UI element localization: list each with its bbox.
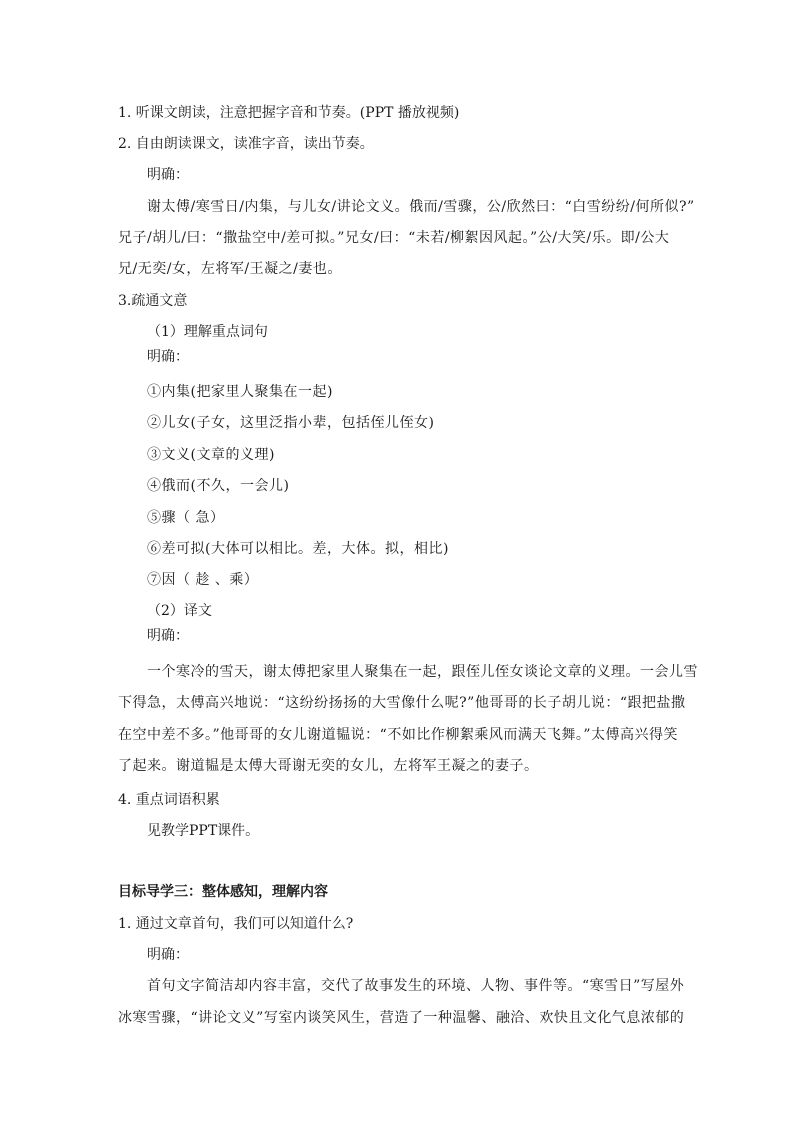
word-item: ③文义(文章的义理)	[147, 447, 275, 463]
mingque-label: 明确：	[147, 349, 189, 365]
translation-line: 一个寒冷的雪天，谢太傅把家里人聚集在一起，跟侄儿侄女谈论文章的义理。一会儿雪	[147, 664, 698, 680]
word-item: ⑤骤（ 急）	[147, 510, 225, 526]
subheading-key-words: （1）理解重点词句	[147, 324, 268, 340]
punctuated-text-line: 兄/无奕/女，左将军/王凝之/妻也。	[118, 261, 342, 277]
word-item: ①内集(把家里人聚集在一起)	[147, 384, 333, 400]
step-2: 2. 自由朗读课文，读准字音，读出节奏。	[118, 136, 374, 152]
step-4-text: 见教学PPT课件。	[147, 823, 260, 839]
punctuated-text-line: 兄子/胡儿/曰：“撒盐空中/差可拟。”兄女/曰：“未若/柳絮因风起。”公/大笑/乐。即/公大	[118, 230, 670, 246]
answer-line: 首句文字简洁却内容丰富，交代了故事发生的环境、人物、事件等。“寒雪日”写屋外	[147, 978, 685, 994]
word-item: ②儿女(子女，这里泛指小辈，包括侄儿侄女)	[147, 415, 435, 431]
step-1: 1. 听课文朗读，注意把握字音和节奏。(PPT 播放视频)	[118, 105, 460, 121]
question-1: 1. 通过文章首句，我们可以知道什么?	[118, 916, 354, 932]
answer-line: 冰寒雪骤，“讲论文义”写室内谈笑风生，营造了一种温馨、融洽、欢快且文化气息浓郁的	[118, 1010, 685, 1026]
mingque-label: 明确：	[147, 167, 189, 183]
translation-line: 下得急，太傅高兴地说：“这纷纷扬扬的大雪像什么呢?”他哥哥的长子胡儿说：“跟把盐撒	[118, 695, 686, 711]
step-4: 4. 重点词语积累	[118, 792, 220, 808]
translation-line: 在空中差不多。”他哥哥的女儿谢道韫说：“不如比作柳絮乘风而满天飞舞。”太傅高兴得笑	[118, 727, 678, 743]
punctuated-text-line: 谢太傅/寒雪日/内集，与儿女/讲论文义。俄而/雪骤，公/欣然曰：“白雪纷纷/何所似?”	[147, 199, 695, 215]
subheading-translation: （2）译文	[147, 603, 212, 619]
word-item: ⑥差可拟(大体可以相比。差，大体。拟，相比)	[147, 541, 449, 557]
step-3: 3.疏通文意	[118, 293, 188, 309]
mingque-label: 明确：	[147, 628, 189, 644]
mingque-label: 明确：	[147, 947, 189, 963]
word-item: ④俄而(不久，一会儿)	[147, 478, 290, 494]
section-title: 目标导学三：整体感知，理解内容	[118, 884, 328, 900]
word-item: ⑦因（ 趁 、乘）	[147, 572, 259, 588]
translation-line: 了起来。谢道韫是太傅大哥谢无奕的女儿，左将军王凝之的妻子。	[118, 758, 539, 774]
